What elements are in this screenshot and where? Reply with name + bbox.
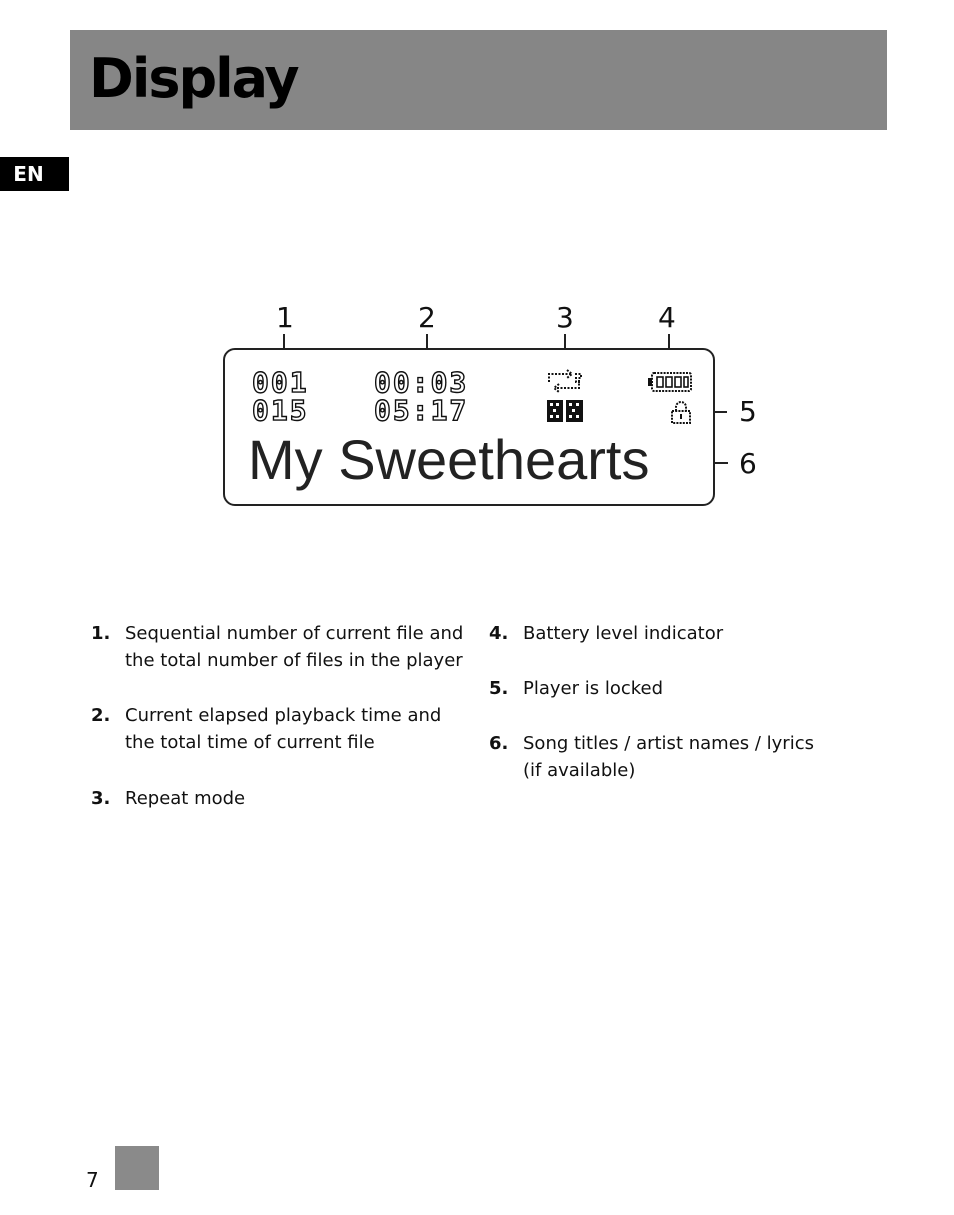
list-item bbox=[91, 620, 471, 674]
list-item-text: Battery level indicator bbox=[523, 623, 724, 644]
elapsed-time: 00:03 bbox=[374, 366, 469, 399]
list-item-text: Current elapsed playback time and the total time of current file bbox=[125, 705, 442, 753]
list-item bbox=[91, 702, 471, 756]
list-item-number: 4. bbox=[489, 623, 509, 644]
song-title: My Sweethearts bbox=[248, 428, 650, 491]
page-title: Display bbox=[89, 47, 298, 110]
page-number: 7 bbox=[86, 1168, 99, 1192]
callout-4: 4 bbox=[658, 301, 676, 334]
callout-1: 1 bbox=[276, 301, 294, 334]
total-time: 05:17 bbox=[374, 394, 469, 427]
list-item-text: Sequential number of current file and the total number of files in the player bbox=[125, 623, 464, 671]
list-item bbox=[489, 675, 849, 702]
callout-5: 5 bbox=[739, 395, 757, 428]
list-item bbox=[489, 730, 829, 784]
list-item-text: Repeat mode bbox=[125, 788, 246, 809]
list-item-number: 2. bbox=[91, 705, 111, 726]
callout-6: 6 bbox=[739, 447, 757, 480]
callout-3: 3 bbox=[556, 301, 574, 334]
list-item-number: 1. bbox=[91, 623, 111, 644]
page-tab-marker bbox=[115, 1146, 159, 1190]
file-current-number: 001 bbox=[252, 366, 309, 399]
list-item-text: Player is locked bbox=[523, 678, 664, 699]
list-item-number: 5. bbox=[489, 678, 509, 699]
callout-2: 2 bbox=[418, 301, 436, 334]
list-item bbox=[91, 785, 471, 812]
language-tab: EN bbox=[0, 157, 69, 191]
list-item-text: Song titles / artist names / lyrics (if available) bbox=[523, 733, 814, 781]
list-item-number: 6. bbox=[489, 733, 509, 754]
list-item-number: 3. bbox=[91, 788, 111, 809]
list-item bbox=[489, 620, 849, 647]
file-total-number: 015 bbox=[252, 394, 309, 427]
